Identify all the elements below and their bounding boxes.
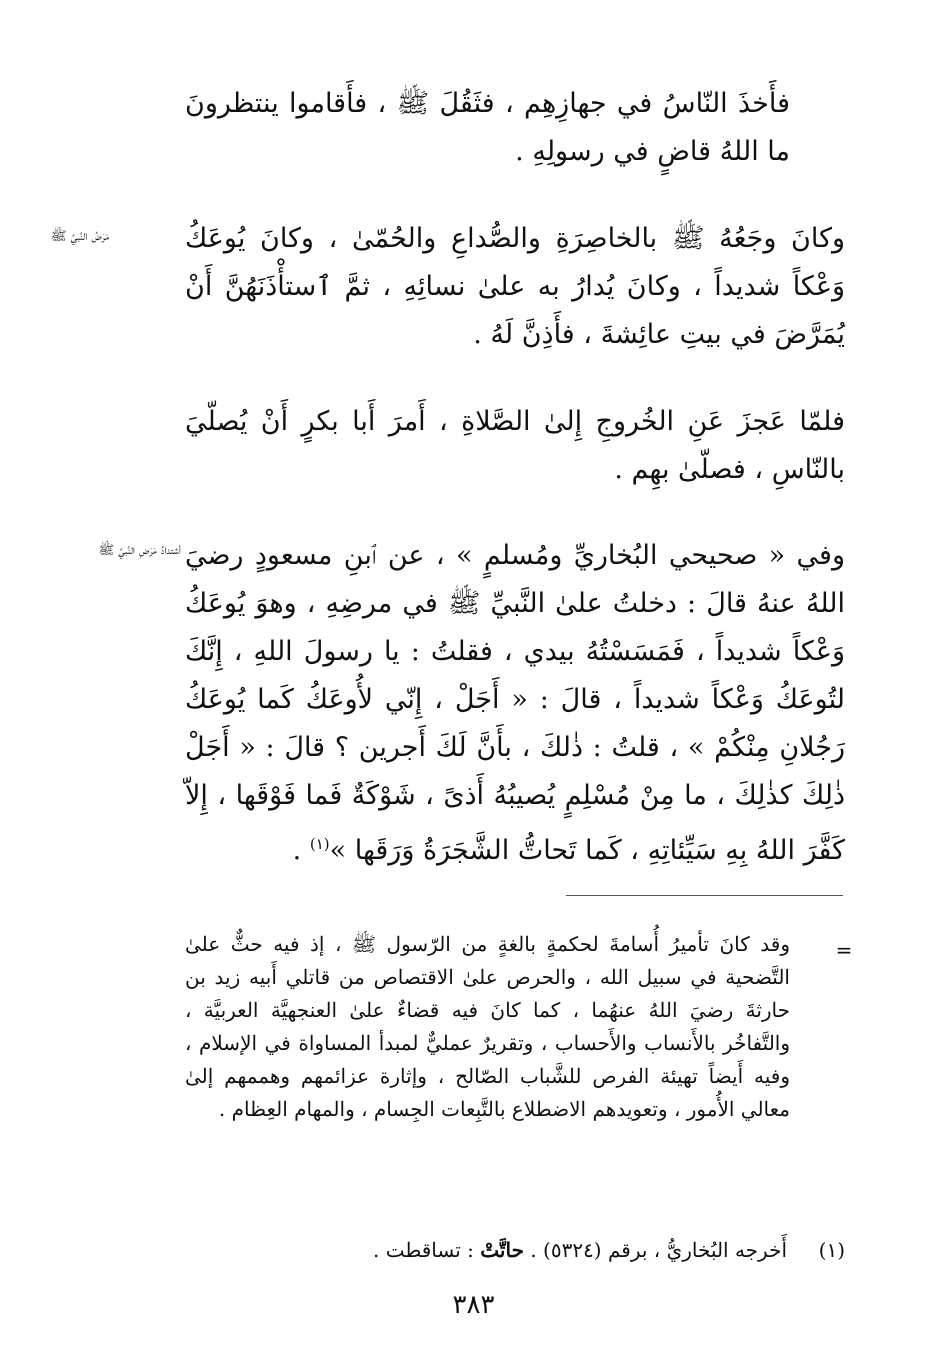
footnote-continuation-text: وقد كانَ تأميرُ أُسامةَ لحكمةٍ بالغةٍ من الرّسول ﷺ ، إذ فيه حثٌّ علىٰ التَّضحية في سبيل الله ، والحرص علىٰ الاقتصاص من قاتلي أَبيه زيد بن حارثةَ رضيَ اللهُ عنهُما ، كما كانَ فيه قضاءٌ علىٰ العنجهيَّة العربيَّة ، والتَّفاخُر بالأَنساب والأَحساب ، وتقريرٌ عمليٌّ لمبدأ المساواة في الإسلام ، وفيه أَيضاً تهيئة الفرص للشَّباب الصّالح ، وإثارة عزائمهم وهممهم إلىٰ معالي الأُمور ، وتعويدهم الاضطلاع بالتَّبِعات الجِسام ، والمهام العِظام . (185, 932, 790, 1121)
paragraph-3 (185, 398, 845, 494)
footnote-term: حاتَّتْ (480, 1238, 524, 1262)
footnote-continuation-mark: = (835, 938, 853, 962)
paragraph-text: وكانَ وجَعُهُ ﷺ بالخاصِرَةِ والصُّداعِ والحُمّىٰ ، وكانَ يُوعَكُ وَعْكاً شديداً ، وكانَ يُدارُ به علىٰ نسائِهِ ، ثمَّ ٱستأْذَنَهُنَّ أَنْ يُمَرَّضَ في بيتِ عائِشةَ ، فأَذِنَّ لَهُ . (185, 223, 845, 350)
paragraph-2 (185, 215, 845, 359)
paragraph-text: فلمّا عَجزَ عَنِ الخُروجِ إِلىٰ الصَّلاةِ ، أَمرَ أَبا بكرٍ أَنْ يُصلّيَ بالنّاسِ ، فصلّىٰ بهِم . (185, 406, 845, 485)
footnote-number: (١) (818, 1238, 845, 1262)
paragraph-1 (185, 80, 790, 176)
footnote-continuation (185, 928, 790, 1126)
footnote-source: أَخرجه البُخاريُّ ، برقم (٥٣٢٤) . (530, 1238, 787, 1262)
footnote-divider (566, 895, 843, 896)
footnote-gloss: : تساقطت . (372, 1238, 474, 1262)
page-number: ٣٨٣ (452, 1290, 495, 1320)
side-note-illness-intensified: أشتدادُ مَرَضِ النَّبيِّ ﷺ (98, 543, 181, 558)
footnote-reference[interactable]: (١) (309, 835, 330, 853)
paragraph-body: وفي « صحيحي البُخاريِّ ومُسلمٍ » ، عن ٱبنِ مسعودٍ رضيَ اللهُ عنهُ قالَ : دخلتُ علىٰ النَّبيِّ ﷺ في مرضِهِ ، وهوَ يُوعَكُ وَعْكاً شديداً ، فَمَسَسْتُهُ بيدي ، فقلتُ : يا رسولَ اللهِ ، إِنَّكَ لتُوعَكُ وَعْكاً شديداً ، قالَ : « أَجَلْ ، إِنّي لأُوعَكُ كَما يُوعَكُ رَجُلانِ مِنْكُمْ » ، قلتُ : ذٰلكَ ، بأَنَّ لَكَ أَجرين ؟ قالَ : « أَجَلْ ذٰلِكَ كذٰلِكَ ، ما مِنْ مُسْلِمٍ يُصيبُهُ أَذىً ، شَوْكَةٌ فَما فَوْقَها ، إِلاّ كَفَّرَ اللهُ بِهِ سَيِّئاتِهِ ، كَما تَحاتُّ الشَّجَرَةُ وَرَقَها » (185, 540, 845, 866)
side-note-illness: مَرَضُ النَّبيِّ ﷺ (50, 229, 109, 244)
paragraph-end: . (292, 835, 310, 866)
paragraph-text (185, 532, 845, 875)
paragraph-text: فأَخذَ النّاسُ في جهازِهِم ، فثَقُلَ ﷺ ، فأَقاموا ينتظرونَ ما اللهُ قاضٍ في رسولِهِ . (185, 88, 790, 167)
footnote-text (373, 1234, 787, 1267)
paragraph-4 (185, 532, 845, 875)
